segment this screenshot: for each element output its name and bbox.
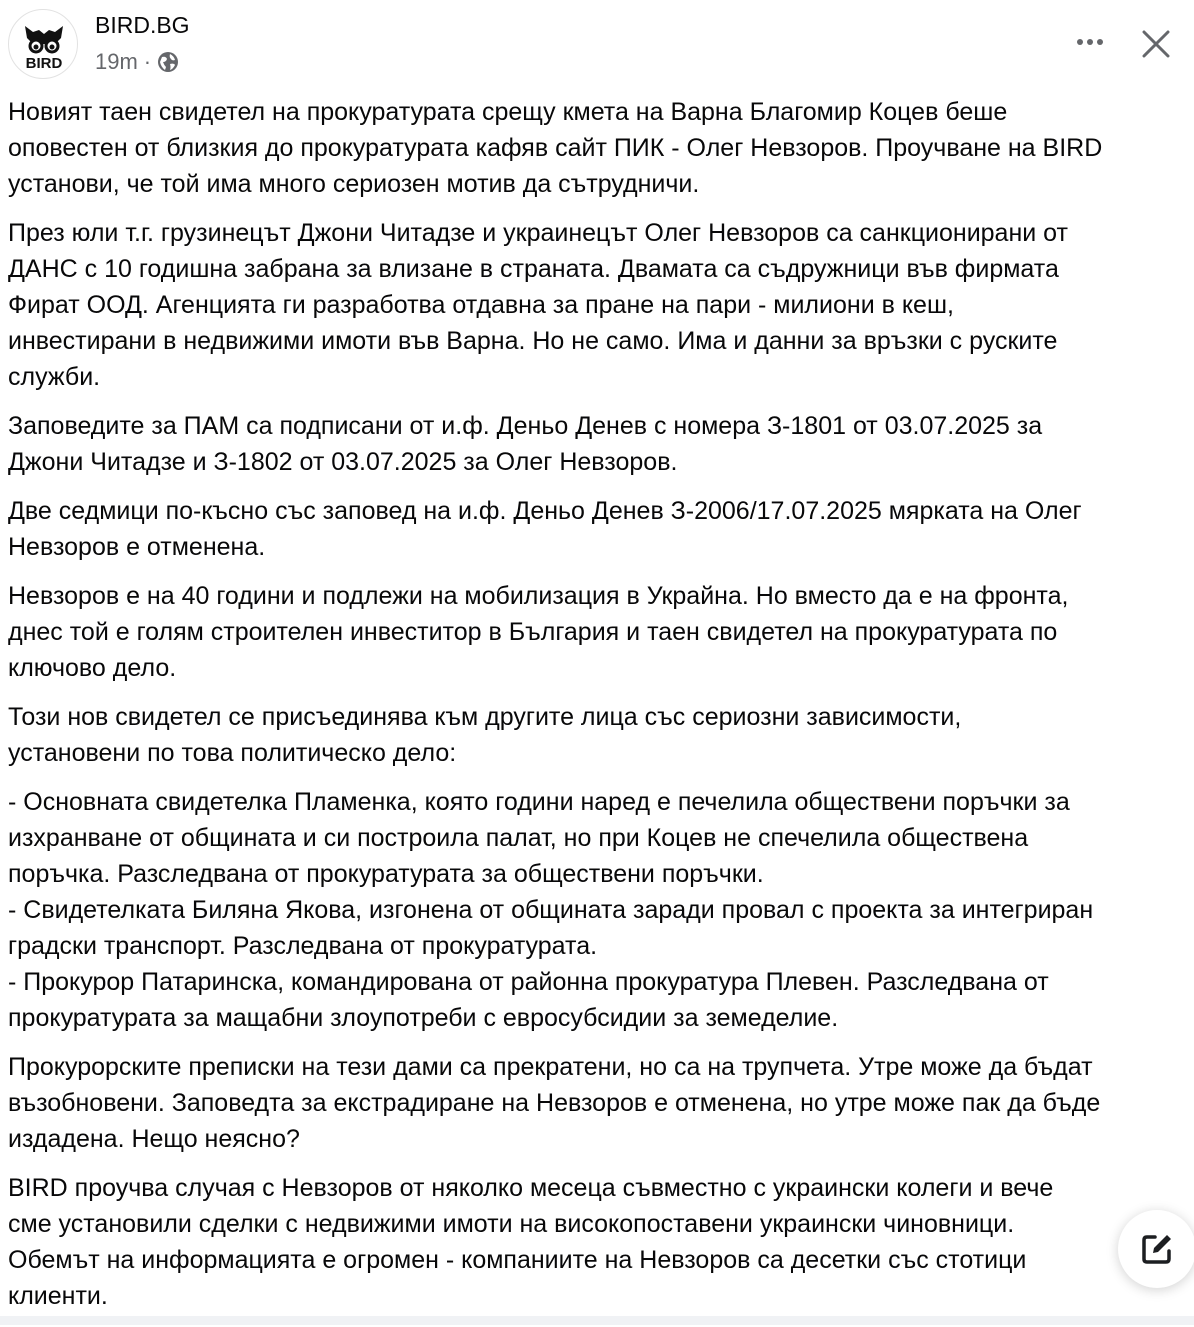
post-line: сме установили сделки с недвижими имоти на високопоставени украински чиновници. <box>8 1210 1015 1238</box>
post-text <box>8 94 1102 1327</box>
globe-icon <box>157 51 179 73</box>
post-line: Невзоров е отменена. <box>8 533 266 561</box>
post-paragraph <box>8 408 1102 480</box>
post-line: Фират ООД. Агенцията ги разработва отдавна за пране на пари - милиони в кеш, <box>8 291 954 319</box>
more-horizontal-icon <box>1070 28 1110 56</box>
post-line: Този нов свидетел се присъединява към другите лица със сериозни зависимости, <box>8 703 962 731</box>
post-line: - Прокурор Патаринска, командирована от районна прокуратура Плевен. Разследвана от <box>8 968 1049 996</box>
post-line: Невзоров е на 40 години и подлежи на мобилизация в Украйна. Но вместо да е на фронта, <box>8 582 1069 610</box>
post-line: служби. <box>8 363 101 391</box>
post-line: поръчка. Разследвана от прокуратурата за обществени поръчки. <box>8 860 764 888</box>
close-button[interactable] <box>1136 24 1176 64</box>
post-paragraph <box>8 699 1102 771</box>
page-avatar[interactable] <box>8 9 78 79</box>
post-line: Две седмици по-късно със заповед на и.ф. Деньо Денев З-2006/17.07.2025 мярката на Олег <box>8 497 1082 525</box>
post-line: ДАНС с 10 годишна забрана за влизане в страната. Двамата са съдружници във фирмата <box>8 255 1059 283</box>
separator: · <box>143 49 152 74</box>
post-paragraph <box>8 578 1102 686</box>
post-line: инвестирани в недвижими имоти във Варна. Но не само. Има и данни за връзки с руските <box>8 327 1058 355</box>
post-line: BIRD проучва случая с Невзоров от няколко месеца съвместно с украински колеги и вече <box>8 1174 1054 1202</box>
post-paragraph <box>8 1170 1102 1314</box>
post-line: прокуратурата за мащабни злоупотреби с евросубсидии за земеделие. <box>8 1004 839 1032</box>
page-name[interactable]: BIRD.BG <box>95 12 190 38</box>
bottom-divider <box>0 1316 1194 1325</box>
post-line: градски транспорт. Разследвана от прокуратурата. <box>8 932 598 960</box>
post-line: изхранване от общината и си построила палат, но при Коцев не спечелила обществена <box>8 824 1029 852</box>
post-paragraph <box>8 94 1102 202</box>
post-line: - Свидетелката Биляна Якова, изгонена от общината заради провал с проекта за интегриран <box>8 896 1094 924</box>
post-line: установи, че той има много сериозен мотив да сътрудничи. <box>8 170 700 198</box>
post-line: днес той е голям строителен инвеститор в България и таен свидетел на прокуратурата по <box>8 618 1058 646</box>
post-paragraph <box>8 493 1102 565</box>
post-line: През юли т.г. грузинецът Джони Читадзе и украинецът Олег Невзоров са санкционирани от <box>8 219 1068 247</box>
post-time[interactable]: 19m <box>95 49 138 74</box>
post-paragraph <box>8 215 1102 395</box>
post-line: издадена. Нещо неясно? <box>8 1125 300 1153</box>
more-options-button[interactable] <box>1070 28 1110 56</box>
post-line: възобновени. Заповедта за екстрадиране на Невзоров е отменена, но утре може пак да бъде <box>8 1089 1101 1117</box>
avatar-text: BIRD <box>25 55 63 72</box>
post-line: оповестен от близкия до прокуратурата кафяв сайт ПИК - Олег Невзоров. Проучване на BIRD <box>8 134 1103 162</box>
post-paragraph <box>8 1049 1102 1157</box>
bird-logo-icon <box>9 10 79 80</box>
post-line: Заповедите за ПАМ са подписани от и.ф. Деньо Денев с номера З-1801 от 03.07.2025 за <box>8 412 1043 440</box>
edit-icon <box>1139 1231 1175 1267</box>
close-icon <box>1136 24 1176 64</box>
post-line: установени по това политическо дело: <box>8 739 457 767</box>
post-line: клиенти. <box>8 1282 108 1310</box>
post-line: Прокурорските преписки на тези дами са прекратени, но са на трупчета. Утре може да бъдат <box>8 1053 1093 1081</box>
post-line: Джони Читадзе и З-1802 от 03.07.2025 за Олег Невзоров. <box>8 448 678 476</box>
post-line: Новият таен свидетел на прокуратурата срещу кмета на Варна Благомир Коцев беше <box>8 98 1008 126</box>
post-line: ключово дело. <box>8 654 177 682</box>
post-line: - Основната свидетелка Пламенка, която години наред е печелила обществени поръчки за <box>8 788 1070 816</box>
post-meta <box>95 49 179 75</box>
compose-button[interactable] <box>1118 1210 1194 1288</box>
post-paragraph <box>8 784 1102 1036</box>
post-line: Обемът на информацията е огромен - компаниите на Невзоров са десетки със стотици <box>8 1246 1027 1274</box>
